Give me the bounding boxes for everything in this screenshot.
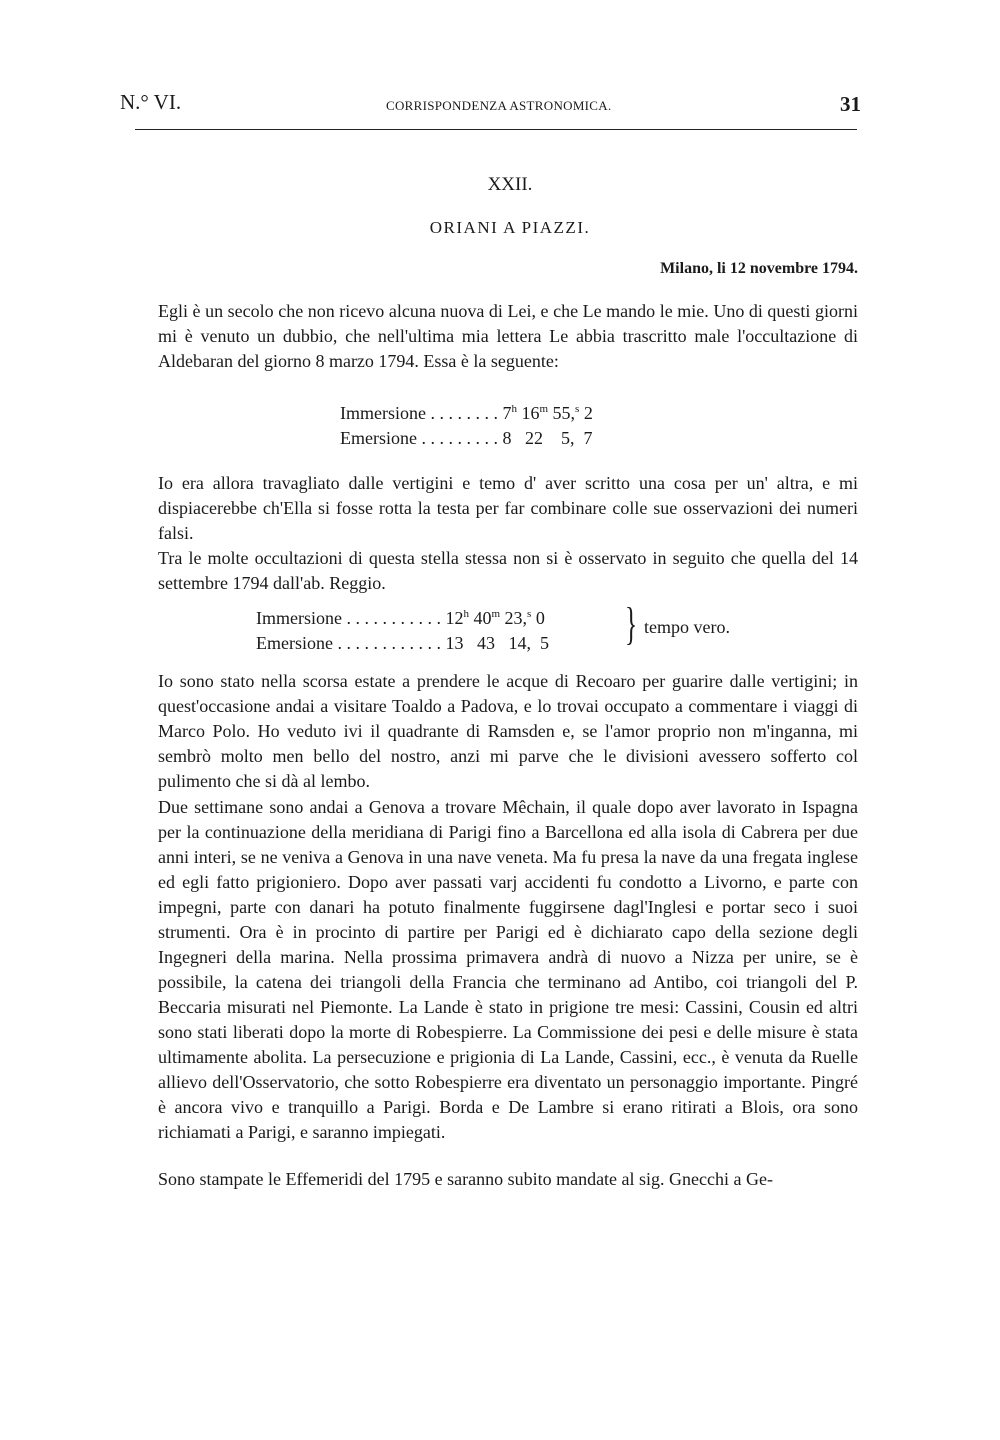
paragraph-text: Egli è un secolo che non ricevo alcuna nuova di Lei, e che Le mando le mie. Uno di questi giorni mi è venuto un dubbio, che nell'ultima mia lettera Le abbia trascritto male l'occultazione di Aldebaran del giorno 8 marzo 1794. Essa è la seguente: <box>158 301 858 371</box>
seconds-fraction: 2 <box>579 403 593 423</box>
paragraph <box>158 471 858 546</box>
hours-unit: h <box>511 403 517 415</box>
hours-value: 12 <box>445 608 464 628</box>
seconds-value: 14, <box>494 633 531 653</box>
minutes-value: 16 <box>516 403 540 423</box>
seconds-value: 5, <box>542 428 575 448</box>
page-number: 31 <box>840 92 861 116</box>
paragraph <box>158 546 858 596</box>
curly-brace: } <box>625 598 638 649</box>
seconds-unit: s <box>527 608 532 620</box>
observation-label: Emersione <box>256 633 333 653</box>
seconds-value: 55, <box>548 403 576 423</box>
paragraph-text: Io era allora travagliato dalle vertigini e temo d' aver scritto una cosa per un' altra, e mi dispiacerebbe ch'Ella si fosse rotta la testa per far combinare colle sue osservazioni dei numeri falsi. <box>158 473 858 543</box>
paragraph <box>158 795 858 1145</box>
observation-row <box>256 602 549 631</box>
seconds-fraction: 5 <box>530 633 549 653</box>
observation-table-2 <box>256 602 549 656</box>
hours-value: 7 <box>502 403 512 423</box>
observation-label: Emersione <box>340 428 417 448</box>
minutes-unit: m <box>539 403 549 415</box>
letter-date: Milano, li 12 novembre 1794. <box>660 260 858 277</box>
running-head-section: N.° VI. <box>120 90 182 114</box>
leader-dots: . . . . . . . . . <box>416 428 503 448</box>
observation-row <box>340 397 593 426</box>
leader-dots: . . . . . . . . . . . . <box>332 633 446 653</box>
paragraph-text: Io sono stato nella scorsa estate a prendere le acque di Recoaro per guarire dalle vertigini; in quest'occasione andai a visitare Toaldo a Padova, e lo trovai occupato a commentare i viaggi di Marco Polo. Ho veduto ivi il quadrante di Ramsden e, se l'amor proprio non m'inganna, mi sembrò molto men bello del nostro, anzi mi parve che le divisioni avessero sofferto col pulimento che si dà al lembo. <box>158 671 858 791</box>
seconds-unit: s <box>575 403 580 415</box>
observation-note: tempo vero. <box>644 617 730 637</box>
paragraph <box>158 1167 858 1192</box>
paragraph <box>158 299 858 374</box>
seconds-fraction: 0 <box>531 608 545 628</box>
minutes-unit: m <box>491 608 501 620</box>
paragraph <box>158 669 858 794</box>
seconds-fraction: 7 <box>574 428 593 448</box>
paragraph-text: Tra le molte occultazioni di questa stella stessa non si è osservato in seguito che quella del 14 settembre 1794 dall'ab. Reggio. <box>158 548 858 593</box>
hours-unit: h <box>463 608 469 620</box>
observation-label: Immersione <box>340 403 426 423</box>
observation-table-1 <box>340 397 593 451</box>
letter-number: XXII. <box>487 174 533 195</box>
minutes-value: 43 <box>463 633 495 653</box>
seconds-value: 23, <box>500 608 528 628</box>
hours-value: 8 <box>502 428 512 448</box>
observation-row <box>256 631 549 656</box>
running-head-title: CORRISPONDENZA ASTRONOMICA. <box>386 98 612 113</box>
leader-dots: . . . . . . . . . . . <box>341 608 446 628</box>
observation-label: Immersione <box>256 608 342 628</box>
leader-dots: . . . . . . . . <box>425 403 503 423</box>
paragraph-text: Due settimane sono andai a Genova a trovare Mêchain, il quale dopo aver lavorato in Ispagna per la continuazione della meridiana di Parigi fino a Barcellona ed alla isola di Cabrera per due anni interi, se ne veniva a Genova in una nave veneta. Ma fu presa la nave da una fregata inglese ed egli fatto prigioniero. Dopo aver passati varj accidenti fu condotto a Livorno, e parte con impegni, parte con danari ha potuto finalmente fuggirsene dagl'Inglesi e portar seco i suoi strumenti. Ora è in procinto di partire per Parigi ed è dichiarato capo della sezione degli Ingegneri della marina. Nella prossima primavera andrà di nuovo a Nizza per unire, se è possibile, la catena dei triangoli della Francia che terminano ad Antibo, coi triangoli del P. Beccaria misurati nel Piemonte. La Lande è stato in prigione tre mesi: Cassini, Cousin ed altri sono stati liberati dopo la morte di Robespierre. La Commissione dei pesi e delle misure è stata ultimamente abolita. La persecuzione e prigionia di La Lande, Cassini, ecc., è venuta da Ruelle allievo dell'Osservatorio, che sotto Robespierre era diventato un personaggio importante. Pingré è ancora vivo e tranquillo a Parigi. Borda e De Lambre si erano ritirati a Blois, ora sono richiamati a Parigi, e saranno impiegati. <box>158 797 858 1142</box>
hours-value: 13 <box>445 633 464 653</box>
paragraph-text: Sono stampate le Effemeridi del 1795 e saranno subito mandate al sig. Gnecchi a Ge- <box>158 1169 773 1189</box>
observation-row <box>340 426 593 451</box>
minutes-value: 22 <box>511 428 543 448</box>
header-rule <box>135 129 857 130</box>
minutes-value: 40 <box>468 608 492 628</box>
letter-title: ORIANI A PIAZZI. <box>429 218 591 237</box>
